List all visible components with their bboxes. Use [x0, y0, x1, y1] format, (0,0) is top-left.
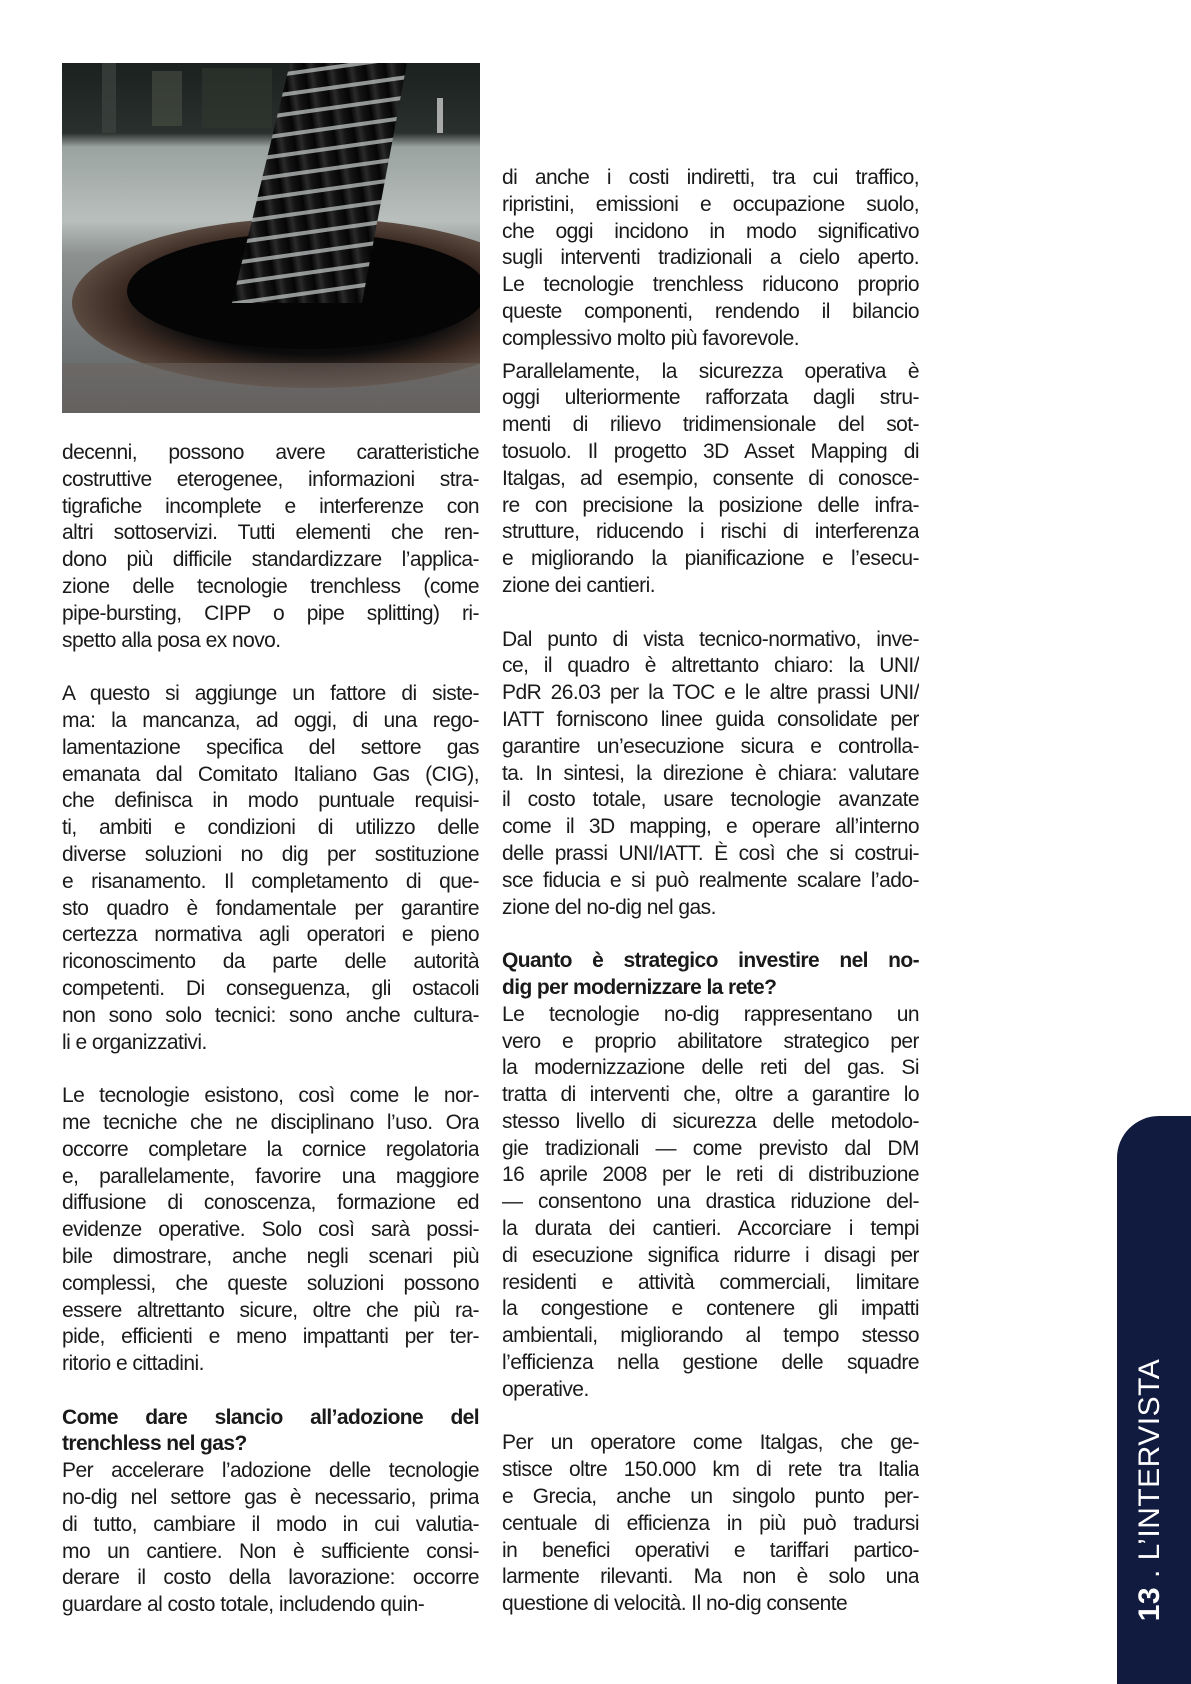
text-line: re con precisione la posizione delle infra- — [502, 493, 919, 517]
text-line: Italgas, ad esempio, consente di conosce- — [502, 466, 919, 490]
text-line: derare il costo della lavorazione: occorre — [62, 1566, 479, 1590]
text-line: operative. — [502, 1377, 589, 1401]
text-line: centuale di efficienza in più può tradursi — [502, 1511, 919, 1535]
text-line: la modernizzazione delle reti del gas. Si — [502, 1056, 919, 1080]
text-line: in benefici operativi e tariffari partico- — [502, 1538, 919, 1562]
text-line: riconoscimento da parte delle autorità — [62, 950, 479, 974]
paragraph-gap — [502, 600, 919, 627]
text-line: Le tecnologie no-dig rappresentano un — [502, 1002, 919, 1026]
text-line: zione dei cantieri. — [502, 573, 655, 597]
section-heading — [502, 948, 919, 1002]
heading-line: Quanto è strategico investire nel no- — [502, 949, 919, 973]
text-line: ripristini, emissioni e occupazione suolo, — [502, 192, 919, 216]
text-line: di esecuzione significa ridurre i disagi per — [502, 1243, 919, 1267]
text-line: Le tecnologie trenchless riducono proprio — [502, 273, 919, 297]
text-line: che definisca in modo puntuale requisi- — [62, 789, 479, 813]
paragraph — [62, 1083, 479, 1378]
text-line: mo un cantiere. Non è sufficiente consi- — [62, 1539, 479, 1563]
paragraph — [502, 1430, 919, 1618]
paragraph — [502, 165, 919, 353]
text-line: emanata dal Comitato Italiano Gas (CIG), — [62, 762, 479, 786]
right-text-column — [502, 165, 919, 1618]
text-line: larmente rilevanti. Ma non è solo una — [502, 1565, 919, 1589]
text-line: pide, efficienti e meno impattanti per ter- — [62, 1325, 479, 1349]
heading-line: trenchless nel gas? — [62, 1432, 247, 1456]
section-separator: . — [1133, 1560, 1166, 1587]
text-line: A questo si aggiunge un fattore di siste- — [62, 682, 479, 706]
text-line: essere altrettanto sicure, oltre che più ra- — [62, 1298, 479, 1322]
text-line: e, parallelamente, favorire una maggiore — [62, 1164, 479, 1188]
text-line: li e organizzativi. — [62, 1030, 207, 1054]
text-line: occorre completare la cornice regolatoria — [62, 1137, 479, 1161]
text-line: che oggi incidono in modo significativo — [502, 219, 919, 243]
text-line: PdR 26.03 per la TOC e le altre prassi UNI/ — [502, 681, 919, 705]
text-line: la durata dei cantieri. Accorciare i tempi — [502, 1217, 919, 1241]
text-line: zione delle tecnologie trenchless (come — [62, 574, 479, 598]
text-line: complessi, che queste soluzioni possono — [62, 1271, 479, 1295]
text-line: l’efficienza nella gestione delle squadre — [502, 1351, 919, 1375]
text-line: questione di velocità. Il no-dig consente — [502, 1592, 848, 1616]
text-line: lamentazione specifica del settore gas — [62, 735, 479, 759]
text-line: ritorio e cittadini. — [62, 1352, 204, 1376]
text-line: tosuolo. Il progetto 3D Asset Mapping di — [502, 439, 919, 463]
text-line: delle prassi UNI/IATT. È così che si costrui- — [502, 841, 919, 865]
text-line: stisce oltre 150.000 km di rete tra Italia — [502, 1458, 919, 1482]
text-line: IATT forniscono linee guida consolidate per — [502, 707, 919, 731]
text-line: e migliorando la pianificazione e l’esecu- — [502, 547, 919, 571]
paragraph — [62, 440, 479, 654]
text-line: residenti e attività commerciali, limitare — [502, 1270, 919, 1294]
heading-line: Come dare slancio all’adozione del — [62, 1405, 479, 1429]
text-line: bile dimostrare, anche negli scenari più — [62, 1244, 479, 1268]
text-line: e risanamento. Il completamento di que- — [62, 869, 479, 893]
text-line: sto quadro è fondamentale per garantire — [62, 896, 479, 920]
article-photo — [62, 63, 480, 413]
left-text-column — [62, 440, 479, 1619]
paragraph — [62, 1458, 479, 1619]
text-line: ti, ambiti e condizioni di utilizzo delle — [62, 816, 479, 840]
section-title: L’INTERVISTA — [1133, 1358, 1166, 1561]
text-line: Parallelamente, la sicurezza operativa è — [502, 359, 919, 383]
text-line: vero e proprio abilitatore strategico per — [502, 1029, 919, 1053]
text-line: queste componenti, rendendo il bilancio — [502, 299, 919, 323]
text-line: stesso livello di sicurezza delle metodolo- — [502, 1109, 919, 1133]
paragraph — [502, 627, 919, 922]
text-line: sce fiducia e si può realmente scalare l’ado- — [502, 868, 919, 892]
paragraph-gap — [62, 654, 479, 681]
paragraph-gap — [62, 1378, 479, 1405]
text-line: costruttive eterogenee, informazioni stra- — [62, 467, 479, 491]
text-line: zione del no-dig nel gas. — [502, 895, 716, 919]
paragraph-gap — [502, 1404, 919, 1431]
text-line: ambientali, migliorando al tempo stesso — [502, 1324, 919, 1348]
text-line: diverse soluzioni no dig per sostituzione — [62, 842, 479, 866]
text-line: e Grecia, anche un singolo punto per- — [502, 1485, 919, 1509]
section-heading — [62, 1405, 479, 1459]
paragraph-gap — [62, 1056, 479, 1083]
text-line: gie tradizionali — come previsto dal DM — [502, 1136, 919, 1160]
text-line: diffusione di conoscenza, formazione ed — [62, 1191, 479, 1215]
section-tab-label — [1133, 1359, 1167, 1622]
text-line: sugli interventi tradizionali a cielo aperto. — [502, 246, 919, 270]
text-line: il costo totale, usare tecnologie avanzate — [502, 788, 919, 812]
text-line: 16 aprile 2008 per le reti di distribuzione — [502, 1163, 919, 1187]
text-line: tratta di interventi che, oltre a garantire lo — [502, 1083, 919, 1107]
text-line: come il 3D mapping, e operare all’interno — [502, 815, 919, 839]
text-line: competenti. Di conseguenza, gli ostacoli — [62, 976, 479, 1000]
text-line: decenni, possono avere caratteristiche — [62, 441, 479, 464]
text-line: Per un operatore come Italgas, che ge- — [502, 1431, 919, 1455]
text-line: di anche i costi indiretti, tra cui traffico, — [502, 166, 919, 189]
text-line: garantire un’esecuzione sicura e controlla- — [502, 734, 919, 758]
text-line: non sono solo tecnici: sono anche cultura- — [62, 1003, 479, 1027]
text-line: spetto alla posa ex novo. — [62, 628, 281, 652]
text-line: ce, il quadro è altrettanto chiaro: la UNI/ — [502, 654, 919, 678]
text-line: ta. In sintesi, la direzione è chiara: valutare — [502, 761, 919, 785]
text-line: — consentono una drastica riduzione del- — [502, 1190, 919, 1214]
text-line: altri sottoservizi. Tutti elementi che ren- — [62, 521, 479, 545]
text-line: Per accelerare l’adozione delle tecnologie — [62, 1459, 479, 1483]
paragraph — [502, 1002, 919, 1404]
text-line: no-dig nel settore gas è necessario, prima — [62, 1486, 479, 1510]
text-line: oggi ulteriormente rafforzata dagli stru- — [502, 386, 919, 410]
paragraph — [62, 681, 479, 1056]
heading-line: dig per modernizzare la rete? — [502, 975, 777, 999]
text-line: dono più difficile standardizzare l’applica- — [62, 548, 479, 572]
text-line: certezza normativa agli operatori e pieno — [62, 923, 479, 947]
manhole-pipe-photo-icon — [62, 63, 480, 413]
text-line: di tutto, cambiare il modo in cui valutia- — [62, 1512, 479, 1536]
text-line: evidenze operative. Solo così sarà possi- — [62, 1218, 479, 1242]
paragraph — [502, 359, 919, 600]
text-line: strutture, riducendo i rischi di interferenza — [502, 520, 919, 544]
text-line: guardare al costo totale, includendo quin- — [62, 1593, 425, 1617]
text-line: Le tecnologie esistono, così come le nor- — [62, 1084, 479, 1108]
text-line: pipe-bursting, CIPP o pipe splitting) ri- — [62, 601, 479, 625]
text-line: la congestione e contenere gli impatti — [502, 1297, 919, 1321]
text-line: ma: la mancanza, ad oggi, di una rego- — [62, 708, 479, 732]
text-line: me tecniche che ne disciplinano l’uso. Ora — [62, 1110, 479, 1134]
text-line: tigrafiche incomplete e interferenze con — [62, 494, 479, 518]
section-number: 13 — [1133, 1586, 1166, 1622]
paragraph-gap — [502, 921, 919, 948]
text-line: menti di rilievo tridimensionale del sot- — [502, 413, 919, 437]
text-line: complessivo molto più favorevole. — [502, 326, 799, 350]
text-line: Dal punto di vista tecnico-normativo, inve- — [502, 627, 919, 651]
